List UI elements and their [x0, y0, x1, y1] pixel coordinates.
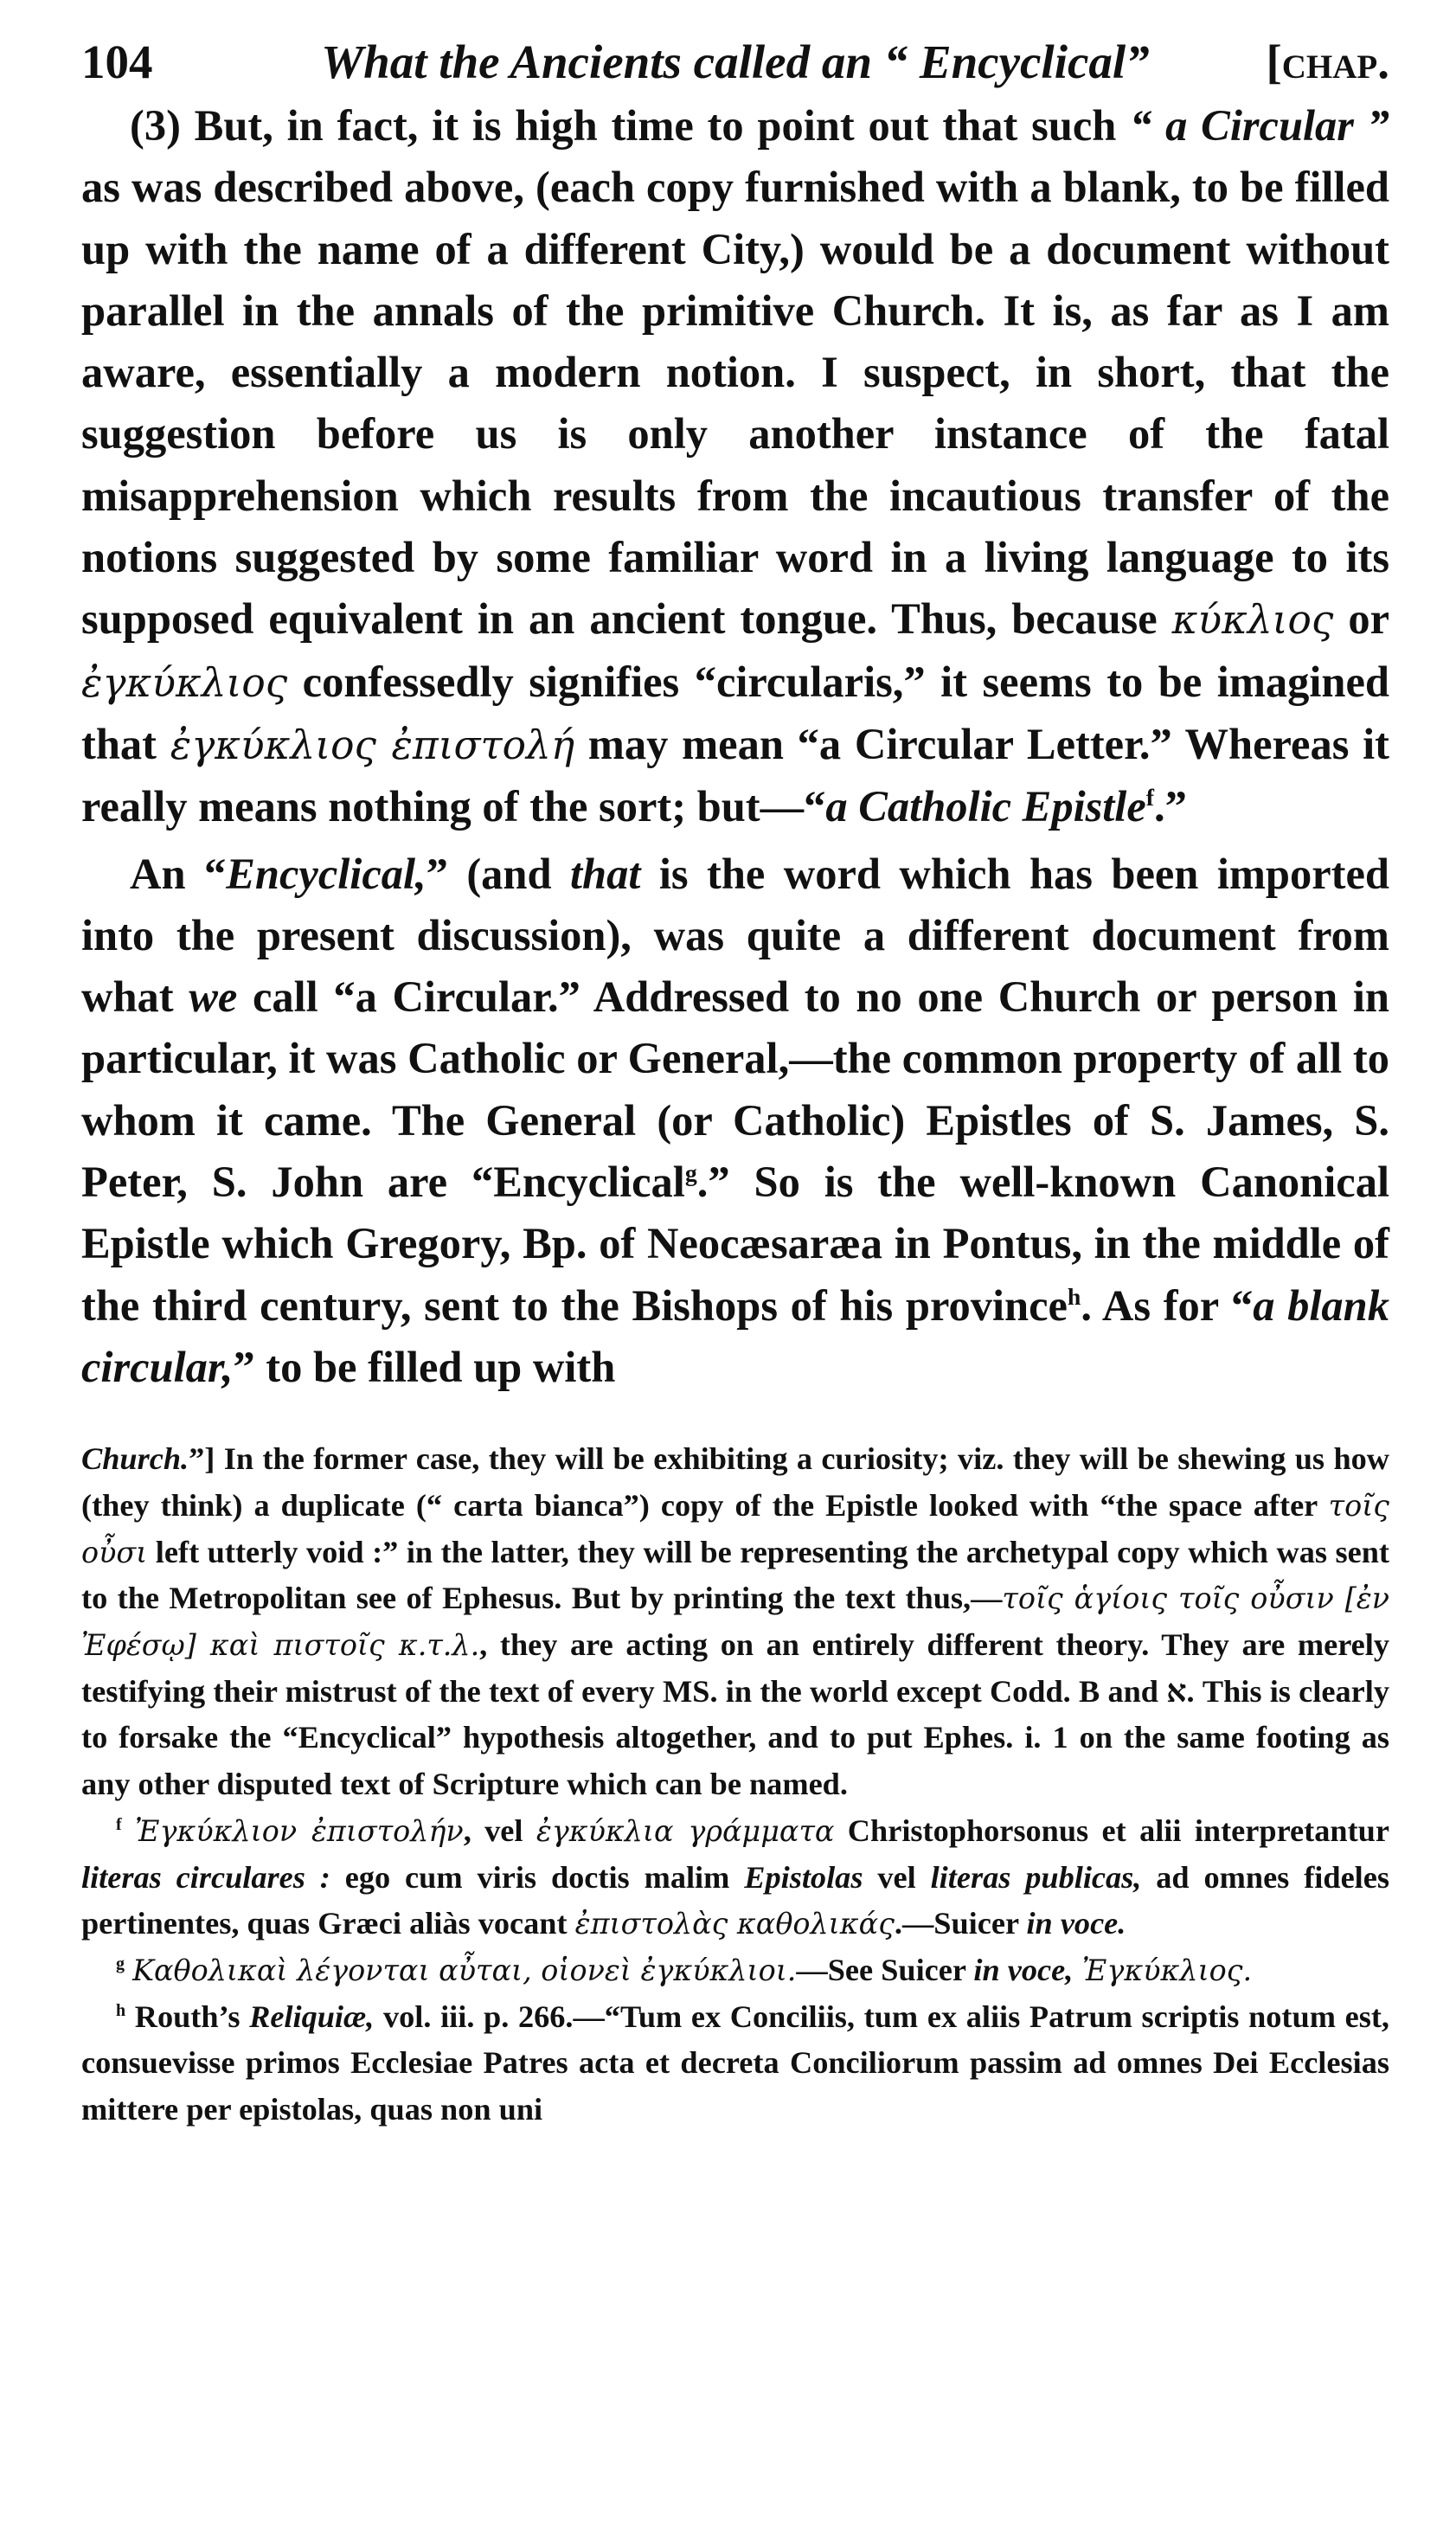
footnote-f: $^f$ Ἐγκύκλιον ἐπιστολήν, vel ἐγκύκλια γράμματα Christophorsonus et alii interpretantur literas circulares : ego cum viris doctis malim Epistolas vel literas publicas, ad omnes fideles pertinentes, quas Græci aliàs vocant ἐπιστολὰς καθολικάς.—Suicer in voce. [81, 1812, 1389, 1941]
footnote-ref-f[interactable]: f [1145, 785, 1154, 812]
main-text [81, 95, 1389, 1398]
greek-term: κύκλιος [1171, 597, 1334, 644]
greek-term: ἐγκύκλιος ἐπιστολή [170, 722, 575, 768]
paragraph-1: (3) But, in fact, it is high time to point out that such “ a Circular ” as was described above, (each copy furnished with a blank, to be filled up with the name of a different City,) would be a document without parallel in the annals of the primitive Church. It is, as far as I am aware, essentially a modern notion. I suspect, in short, that the suggestion before us is only another instance of the fatal misapprehension which results from the incautious transfer of the notions suggested by some familiar word in a living language to its supposed equivalent in an ancient tongue. Thus, because κύκλιος or ἐγκύκλιος confessedly signifies “circularis,” it seems to be imagined that ἐγκύκλιος ἐπιστολή may mean “a Circular Letter.” Whereas it really means nothing of the sort; but—“a Catholic Epistle$^f$.” [81, 101, 1389, 831]
paragraph-2: An “Encyclical,” (and that is the word which has been imported into the present discussion), was quite a different document from what we call “a Circular.” Addressed to no one Church or person in particular, it was Catholic or General,—the common property of all to whom it came. The General (or Catholic) Epistles of S. James, S. Peter, S. John are “Encyclical$^g$.” So is the well-known Canonical Epistle which Gregory, Bp. of Neocæsaræa in Pontus, in the middle of the third century, sent to the Bishops of his province$^h$. As for “a blank circular,” to be filled up with [81, 849, 1390, 1391]
footnote-ref-h[interactable]: h [1067, 1283, 1081, 1311]
running-title: What the Ancients called an “ Encyclical” [321, 35, 1150, 88]
footnote-g: $^g$ Καθολικαὶ λέγονται αὖται, οἱονεὶ ἐγκύκλιοι.—See Suicer in voce, Ἐγκύκλιος. [116, 1952, 1253, 1987]
footnote-continued: Church.”] In the former case, they will be exhibiting a curiosity; viz. they will be shewing us how (they think) a duplicate (“ carta bianca”) copy of the Epistle looked with “the space after τοῖς οὖσι left utterly void :” in the latter, they will be representing the archetypal copy which was sent to the Metropolitan see of Ephesus. But by printing the text thus,—τοῖς ἁγίοις τοῖς οὖσιν [ἐν Ἐφέσῳ] καὶ πιστοῖς κ.τ.λ., they are acting on an entirely different theory. They are merely testifying their mistrust of the text of every MS. in the world except Codd. B and א. This is clearly to forsake the “Encyclical” hypothesis altogether, and to put Ephes. i. 1 on the same footing as any other disputed text of Scripture which can be named. [81, 1441, 1389, 1802]
footnote-h: $^h$ Routh’s Reliquiæ, vol. iii. p. 266.—“Tum ex Conciliis, tum ex aliis Patrum scriptis notum est, consuevisse primos Ecclesiae Patres acta et decreta Conciliorum passim ad omnes Dei Ecclesias mittere per epistolas, quas non uni [81, 1998, 1389, 2127]
footnote-ref-g[interactable]: g [684, 1160, 697, 1188]
chapter-label: [chap. [1266, 35, 1389, 88]
footnotes [81, 1436, 1389, 2133]
greek-term: ἐγκύκλιος [81, 659, 288, 706]
page-number: 104 [81, 35, 153, 88]
book-page [81, 35, 1389, 2133]
running-header [81, 35, 1389, 95]
